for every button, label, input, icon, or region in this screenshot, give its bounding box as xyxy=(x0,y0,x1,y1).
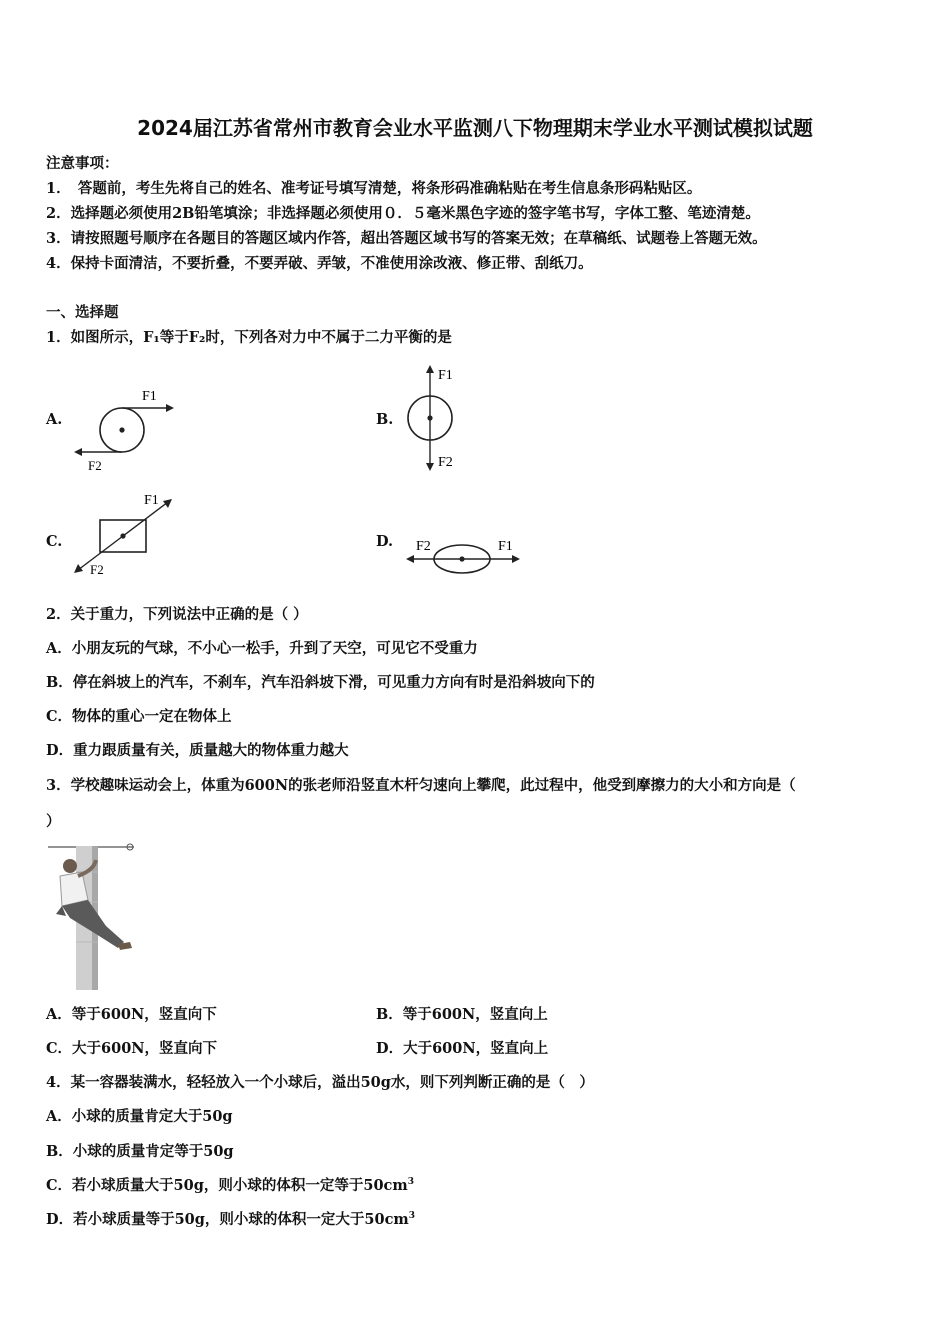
figure-a xyxy=(70,382,180,474)
option-text: B．等于600N，竖直向上 xyxy=(376,1006,548,1023)
center-dot xyxy=(119,427,124,432)
notice-item: 3．请按照题号顺序在各题目的答题区域内作答，超出答题区域书写的答案无效；在草稿纸、试题卷上答题无效。 xyxy=(46,230,767,247)
superscript: 3 xyxy=(407,1177,414,1188)
notice-item: 2．选择题必须使用2B铅笔填涂；非选择题必须使用０．５毫米黑色字迹的签字笔书写，字体工整、笔迹清楚。 xyxy=(46,205,760,222)
f1-label: F1 xyxy=(142,389,157,404)
figure-b xyxy=(400,360,470,476)
question-3-stem: 3．学校趣味运动会上，体重为600N的张老师沿竖直木杆匀速向上攀爬，此过程中，他受到摩擦力的大小和方向是（ xyxy=(46,777,796,794)
notice-item: 4．保持卡面清洁，不要折叠，不要弄破、弄皱，不准使用涂改液、修正带、刮纸刀。 xyxy=(46,255,593,272)
f2-label: F2 xyxy=(88,458,102,473)
f1-label: F1 xyxy=(144,493,159,508)
option-text-main: D．若小球质量等于50g，则小球的体积一定大于50cm xyxy=(46,1211,409,1228)
option-text: A．小朋友玩的气球，不小心一松手，升到了天空，可见它不受重力 xyxy=(46,640,478,657)
option-text: D．大于600N，竖直向上 xyxy=(376,1040,549,1057)
f1-label: F1 xyxy=(438,368,453,383)
notice-heading: 注意事项： xyxy=(46,155,119,172)
option-text: B．停在斜坡上的汽车，不刹车，汽车沿斜坡下滑，可见重力方向有时是沿斜坡向下的 xyxy=(46,674,595,691)
option-text: A．小球的质量肯定大于50g xyxy=(46,1108,233,1125)
option-text: D．重力跟质量有关，质量越大的物体重力越大 xyxy=(46,742,349,759)
f2-label: F2 xyxy=(416,539,431,554)
option-text xyxy=(46,1208,415,1229)
option-text: A．等于600N，竖直向下 xyxy=(46,1006,217,1023)
head xyxy=(63,859,77,873)
f1-label: F1 xyxy=(498,539,513,554)
option-a-label: A. xyxy=(46,411,63,428)
question-2-stem: 2．关于重力，下列说法中正确的是（ ） xyxy=(46,606,308,623)
option-c-label: C. xyxy=(46,533,63,550)
figure-c xyxy=(70,488,180,580)
option-text: C．大于600N，竖直向下 xyxy=(46,1040,218,1057)
notice-item: 1． 答题前，考生先将自己的姓名、准考证号填写清楚，将条形码准确粘贴在考生信息条形码粘贴区。 xyxy=(46,180,702,197)
f2-label: F2 xyxy=(438,455,453,470)
f2-label: F2 xyxy=(90,562,104,577)
option-d-label: D. xyxy=(376,533,394,550)
question-1-stem: 1．如图所示，F₁等于F₂时，下列各对力中不属于二力平衡的是 xyxy=(46,329,452,346)
question-4-stem: 4．某一容器装满水，轻轻放入一个小球后，溢出50g水，则下列判断正确的是（ ） xyxy=(46,1074,594,1091)
option-text-main: C．若小球质量大于50g，则小球的体积一定等于50cm xyxy=(46,1177,408,1194)
question-3-stem-end: ） xyxy=(46,813,61,830)
option-text: C．物体的重心一定在物体上 xyxy=(46,708,232,725)
section-heading: 一、选择题 xyxy=(46,304,119,321)
superscript: 3 xyxy=(408,1211,416,1222)
climbing-photo xyxy=(48,842,138,990)
option-text xyxy=(46,1174,414,1195)
option-b-label: B. xyxy=(376,411,394,428)
page-title: 2024届江苏省常州市教育会业水平监测八下物理期末学业水平测试模拟试题 xyxy=(137,116,813,140)
option-text: B．小球的质量肯定等于50g xyxy=(46,1143,234,1160)
figure-d xyxy=(402,534,526,580)
